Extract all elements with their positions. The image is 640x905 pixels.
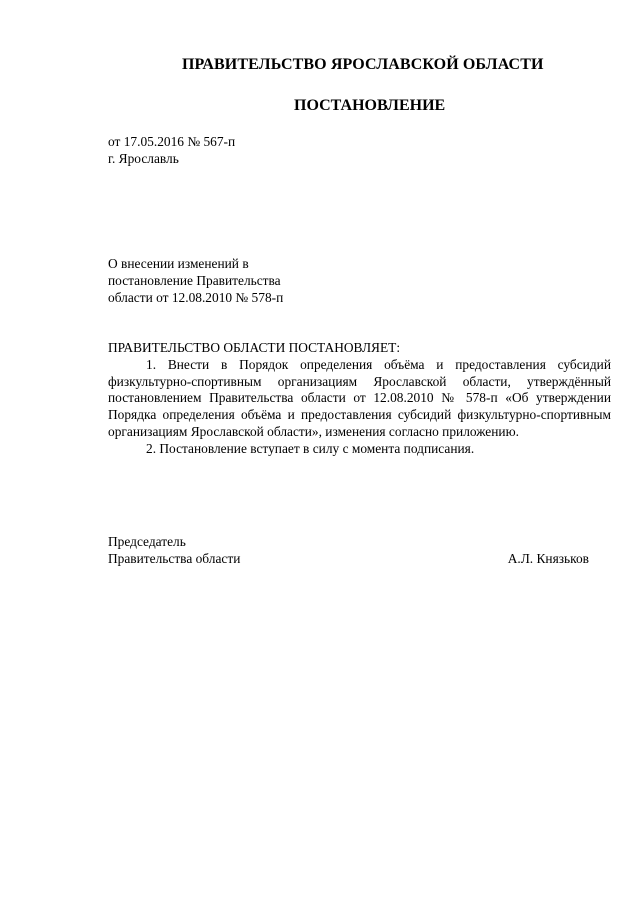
decree-item: 2. Постановление вступает в силу с момента подписания. [146,440,475,456]
subject-line: постановление Правительства [108,273,281,288]
date-number: от 17.05.2016 № 567-п [108,134,236,149]
decree-item: 1. Внести в Порядок определения объёма и предоставления субсидий физкультурно-спортивным организациям Ярославской области, утверждённый постановлением Правительства области от 12.08.2010 № 578-п «Об утверждении Порядка определения объёма и предоставления субсидий физкультурно-спортивным организациям Ярославской области», изменения согласно приложению. [108,356,611,439]
signature-block [108,533,589,567]
government-title: ПРАВИТЕЛЬСТВО ЯРОСЛАВСКОЙ ОБЛАСТИ [182,56,544,73]
signer-title-line: Председатель [108,534,186,549]
signer-title-line: Правительства области [108,551,241,566]
subject-line: области от 12.08.2010 № 578-п [108,290,284,305]
decree-body [108,340,611,458]
document-meta [108,133,235,167]
subject-line: О внесении изменений в [108,256,249,271]
city: г. Ярославль [108,151,179,166]
document-subject [108,255,283,306]
decree-heading: ПРАВИТЕЛЬСТВО ОБЛАСТИ ПОСТАНОВЛЯЕТ: [108,340,401,355]
document-type-title: ПОСТАНОВЛЕНИЕ [294,97,446,114]
signer-name: А.Л. Князьков [507,551,589,566]
signature-row [108,550,589,567]
